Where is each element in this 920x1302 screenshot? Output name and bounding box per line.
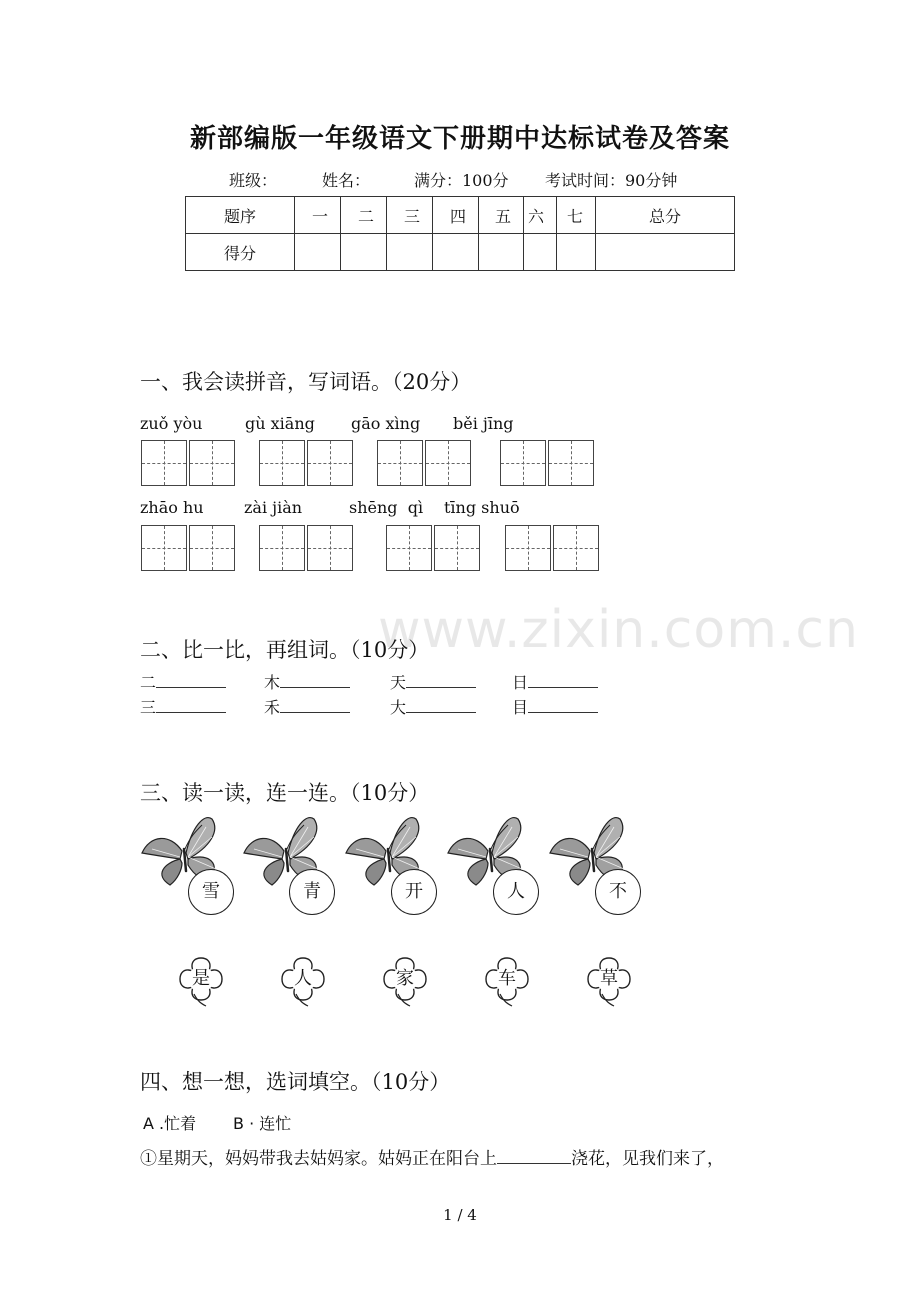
full-score-label: 满分：100分	[414, 171, 509, 190]
writing-box-pair[interactable]	[141, 440, 235, 486]
col-2: 二	[341, 197, 387, 234]
col-5: 五	[479, 197, 524, 234]
compare-item: 禾	[264, 695, 350, 718]
pinyin-7: shēng qì	[349, 498, 424, 517]
score-cell[interactable]	[524, 234, 557, 271]
flower-word: 人	[294, 968, 312, 989]
section1-heading: 一、我会读拼音，写词语。（20分）	[140, 370, 472, 394]
page-title: 新部编版一年级语文下册期中达标试卷及答案	[189, 124, 730, 154]
butterfly-word-circle: 开	[391, 869, 437, 915]
butterfly-card-5[interactable]	[548, 813, 668, 918]
score-table-header-row	[186, 197, 735, 234]
pinyin-1: zuǒ yòu	[140, 414, 203, 433]
butterfly-word-circle: 不	[595, 869, 641, 915]
pinyin-2: gù xiāng	[245, 414, 315, 433]
compare-item: 木	[264, 670, 350, 693]
flower-card-4[interactable]	[478, 950, 536, 1008]
flower-word: 是	[192, 968, 210, 989]
class-label: 班级：	[229, 171, 278, 190]
writing-box-pair[interactable]	[500, 440, 594, 486]
flower-card-2[interactable]	[274, 950, 332, 1008]
exam-time-label: 考试时间：90分钟	[545, 171, 678, 190]
writing-box-pair[interactable]	[141, 525, 235, 571]
compare-item: 天	[390, 670, 476, 693]
row-label-score: 得分	[186, 234, 295, 271]
score-cell[interactable]	[433, 234, 479, 271]
butterfly-word-circle: 青	[289, 869, 335, 915]
score-cell[interactable]	[295, 234, 341, 271]
compare-item: 三	[140, 695, 226, 718]
question-1	[140, 1144, 724, 1169]
question-text-before: 星期天，妈妈带我去姑妈家。姑妈正在阳台上	[157, 1149, 497, 1169]
question-text-after: 浇花，见我们来了，	[571, 1149, 724, 1169]
col-7: 七	[557, 197, 596, 234]
answer-blank[interactable]	[156, 698, 226, 713]
page-number: 1 / 4	[443, 1206, 477, 1224]
flower-card-5[interactable]	[580, 950, 638, 1008]
score-cell[interactable]	[387, 234, 433, 271]
flower-word: 草	[600, 968, 618, 989]
score-table-score-row	[186, 234, 735, 271]
compare-item: 二	[140, 670, 226, 693]
writing-box-pair[interactable]	[505, 525, 599, 571]
pinyin-3: gāo xìng	[351, 414, 421, 433]
question-number: ①	[140, 1149, 157, 1169]
writing-box-pair[interactable]	[386, 525, 480, 571]
section4-heading: 四、想一想，选词填空。（10分）	[140, 1070, 451, 1094]
flower-word: 家	[396, 968, 414, 989]
answer-blank[interactable]	[497, 1149, 571, 1164]
compare-item: 大	[390, 695, 476, 718]
answer-blank[interactable]	[406, 698, 476, 713]
writing-grid-row-2	[141, 525, 641, 573]
score-cell[interactable]	[596, 234, 735, 271]
col-total: 总分	[596, 197, 735, 234]
answer-blank[interactable]	[528, 698, 598, 713]
pinyin-4: běi jīng	[453, 414, 514, 433]
answer-blank[interactable]	[280, 698, 350, 713]
section3-heading: 三、读一读，连一连。（10分）	[140, 781, 430, 805]
answer-blank[interactable]	[528, 673, 598, 688]
row-label-question: 题序	[186, 197, 295, 234]
col-1: 一	[295, 197, 341, 234]
name-label: 姓名：	[322, 171, 371, 190]
col-6: 六	[524, 197, 557, 234]
flower-word: 车	[498, 968, 516, 989]
pinyin-8: tīng shuō	[444, 498, 520, 517]
answer-blank[interactable]	[280, 673, 350, 688]
pinyin-5: zhāo hu	[140, 498, 204, 517]
answer-blank[interactable]	[406, 673, 476, 688]
pinyin-6: zài jiàn	[244, 498, 303, 517]
flower-card-1[interactable]	[172, 950, 230, 1008]
writing-grid-row-1	[141, 440, 641, 488]
option-b: B · 连忙	[233, 1114, 292, 1133]
score-cell[interactable]	[479, 234, 524, 271]
flower-card-3[interactable]	[376, 950, 434, 1008]
compare-item: 日	[512, 670, 598, 693]
writing-box-pair[interactable]	[377, 440, 471, 486]
score-table	[185, 196, 735, 271]
butterfly-word-circle: 雪	[188, 869, 234, 915]
writing-box-pair[interactable]	[259, 440, 353, 486]
answer-blank[interactable]	[156, 673, 226, 688]
score-cell[interactable]	[557, 234, 596, 271]
butterfly-word-circle: 人	[493, 869, 539, 915]
compare-item: 目	[512, 695, 598, 718]
option-a: A .忙着	[143, 1114, 197, 1133]
section2-heading: 二、比一比，再组词。（10分）	[140, 638, 430, 662]
writing-box-pair[interactable]	[259, 525, 353, 571]
col-4: 四	[433, 197, 479, 234]
watermark: www.zixin.com.cn	[378, 600, 859, 660]
score-cell[interactable]	[341, 234, 387, 271]
col-3: 三	[387, 197, 433, 234]
